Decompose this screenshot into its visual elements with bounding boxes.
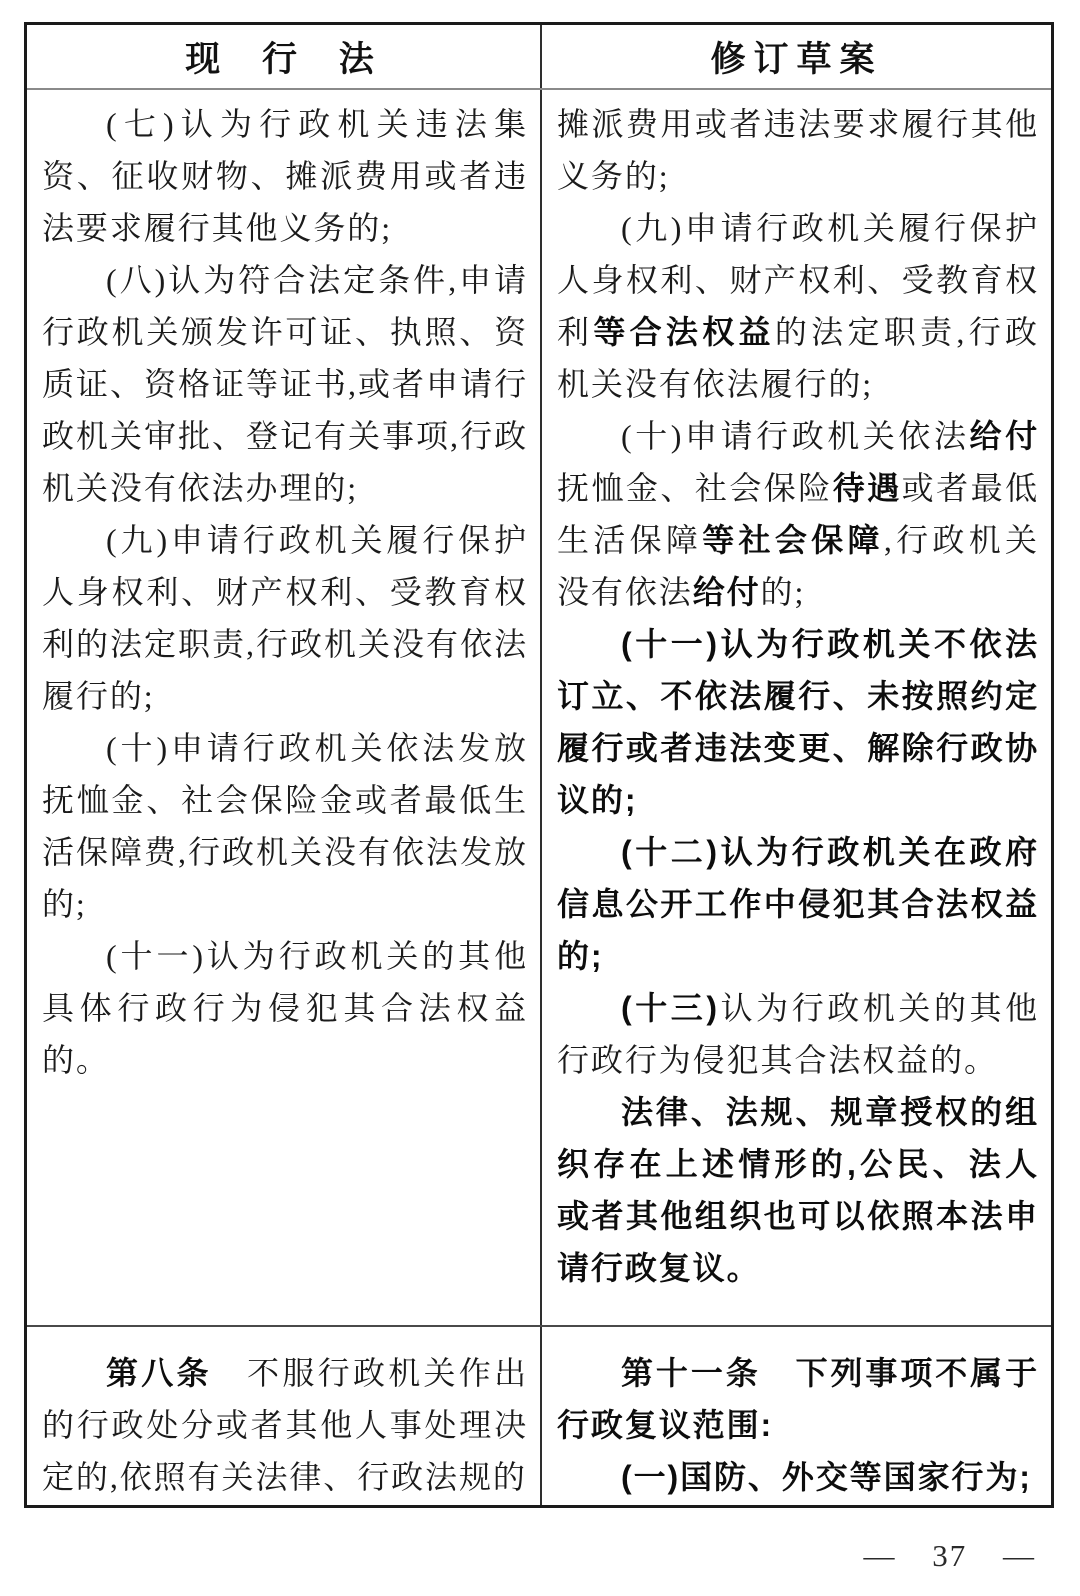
text-run: 不服行政机关作出的行政处分或者其他人事处理决定的,依照有关法律、行政法规的 xyxy=(42,1355,528,1495)
text-run: (十)申请行政机关依法发放抚恤金、社会保险金或者最低生活保障费,行政机关没有依法发放的; xyxy=(42,730,528,922)
text-run: (八)认为符合法定条件,申请行政机关颁发许可证、执照、资质证、资格证等证书,或者申请行政机关审批、登记有关事项,行政机关没有依法办理的; xyxy=(42,262,528,506)
paragraph xyxy=(557,618,1039,826)
paragraph xyxy=(557,1451,1039,1503)
current-law-cell-row1 xyxy=(27,90,542,1325)
paragraph xyxy=(42,1347,528,1503)
text-run: 摊派费用或者违法要求履行其他义务的; xyxy=(557,106,1039,194)
text-run: 的; xyxy=(760,574,806,610)
text-run: (十一)认为行政机关的其他具体行政行为侵犯其合法权益的。 xyxy=(42,938,528,1078)
text-run: (九)申请行政机关履行保护人身权利、财产权利、受教育权利 xyxy=(557,210,1039,350)
paragraph xyxy=(557,1347,1039,1451)
law-comparison-table xyxy=(24,22,1054,1508)
revision-draft-cell-row2 xyxy=(542,1327,1051,1505)
paragraph xyxy=(557,1086,1039,1294)
paragraph xyxy=(557,410,1039,618)
table-body-row-2 xyxy=(27,1327,1051,1505)
paragraph xyxy=(42,722,528,930)
text-run: (九)申请行政机关履行保护人身权利、财产权利、受教育权利的法定职责,行政机关没有依法履行的; xyxy=(42,522,528,714)
text-run: 或者最低生活保障 xyxy=(557,470,1039,558)
emphasized-text-run: 第八条 xyxy=(106,1355,212,1391)
column-header-revision-draft: 修订草案 xyxy=(710,39,883,79)
emphasized-text-run: (一)国防、外交等国家行为; xyxy=(621,1459,1032,1495)
emphasized-text-run: (十二)认为行政机关在政府信息公开工作中侵犯其合法权益的; xyxy=(557,834,1039,974)
revision-draft-cell-row1 xyxy=(542,90,1051,1325)
emphasized-text-run: 给付 xyxy=(692,574,761,610)
paragraph xyxy=(42,254,528,514)
page-number: — 37 — xyxy=(863,1538,1036,1573)
emphasized-text-run: (十一)认为行政机关不依法订立、不依法履行、未按照约定履行或者违法变更、解除行政协议的; xyxy=(557,626,1039,818)
emphasized-text-run: 等合法权益 xyxy=(593,314,775,350)
paragraph xyxy=(557,826,1039,982)
text-run: 的法定职责,行政机关没有依法履行的; xyxy=(557,314,1039,402)
emphasized-text-run: 法律、法规、规章授权的组织存在上述情形的,公民、法人或者其他组织也可以依照本法申请行政复议。 xyxy=(557,1094,1039,1286)
text-run: 认为行政机关的其他行政行为侵犯其合法权益的。 xyxy=(557,990,1040,1078)
paragraph xyxy=(42,514,528,722)
column-header-current-law: 现 行 法 xyxy=(27,25,542,88)
table-body-row-1 xyxy=(27,90,1051,1327)
paragraph xyxy=(42,98,528,254)
text-run: (七)认为行政机关违法集资、征收财物、摊派费用或者违法要求履行其他义务的; xyxy=(42,106,528,246)
paragraph xyxy=(42,930,528,1086)
emphasized-text-run: 给付 xyxy=(969,418,1039,454)
paragraph xyxy=(557,98,1039,202)
emphasized-text-run: 等社会保障 xyxy=(702,522,884,558)
table-header-row xyxy=(27,25,1051,90)
current-law-cell-row2 xyxy=(27,1327,542,1505)
text-run: ,行政机关没有依法 xyxy=(557,522,1039,610)
paragraph xyxy=(557,982,1039,1086)
paragraph xyxy=(557,202,1039,410)
emphasized-text-run: (十三) xyxy=(621,990,719,1026)
emphasized-text-run: 第十一条 下列事项不属于行政复议范围: xyxy=(557,1355,1039,1443)
text-run: (十)申请行政机关依法 xyxy=(621,418,970,454)
text-run: 抚恤金、社会保险 xyxy=(557,470,833,506)
emphasized-text-run: 待遇 xyxy=(832,470,902,506)
